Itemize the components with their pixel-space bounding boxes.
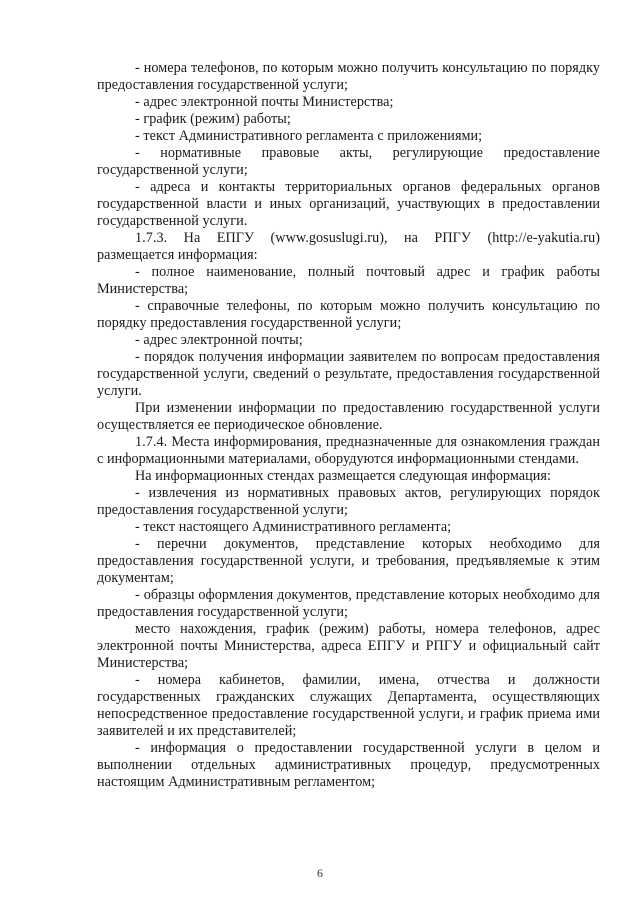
paragraph: - справочные телефоны, по которым можно получить консультацию по порядку предоставления государственной услуги; — [97, 298, 600, 331]
paragraph: - адрес электронной почты; — [135, 332, 303, 348]
paragraph: - адрес электронной почты Министерства; — [135, 94, 394, 110]
body-text — [97, 60, 600, 791]
paragraph: - номера телефонов, по которым можно получить консультацию по порядку предоставления государственной услуги; — [97, 60, 600, 93]
paragraph: - перечни документов, представление которых необходимо для предоставления государственной услуги, и требования, предъявляемые к этим документам; — [97, 536, 600, 586]
paragraph: - текст настоящего Административного регламента; — [135, 519, 452, 535]
paragraph: На информационных стендах размещается следующая информация: — [135, 468, 551, 484]
paragraph: - извлечения из нормативных правовых актов, регулирующих порядок предоставления государственной услуги; — [97, 485, 600, 518]
paragraph: - номера кабинетов, фамилии, имена, отчества и должности государственных гражданских служащих Департамента, осуществляющих непосредственное предоставление государственной услуги, и график приема ими заявителей и их представителей; — [97, 672, 600, 739]
page-number: 6 — [317, 866, 323, 880]
paragraph: - адреса и контакты территориальных органов федеральных органов государственной власти и иных организаций, участвующих в предоставлении государственной услуги. — [97, 179, 600, 229]
paragraph: - образцы оформления документов, представление которых необходимо для предоставления государственной услуги; — [97, 587, 600, 620]
paragraph-section-1-7-4: 1.7.4. Места информирования, предназначенные для ознакомления граждан с информационными материалами, оборудуются информационными стендами. — [97, 434, 600, 467]
paragraph-section-1-7-3: 1.7.3. На ЕПГУ (www.gosuslugi.ru), на РПГУ (http://e-yakutia.ru) размещается информация: — [97, 230, 600, 263]
paragraph: - порядок получения информации заявителем по вопросам предоставления государственной услуги, сведений о результате, предоставления государственной услуги. — [97, 349, 600, 399]
paragraph: - текст Административного регламента с приложениями; — [135, 128, 483, 144]
paragraph: - полное наименование, полный почтовый адрес и график работы Министерства; — [97, 264, 600, 297]
paragraph: - информация о предоставлении государственной услуги в целом и выполнении отдельных административных процедур, предусмотренных настоящим Административным регламентом; — [97, 740, 600, 790]
paragraph: - график (режим) работы; — [135, 111, 291, 127]
paragraph: - нормативные правовые акты, регулирующие предоставление государственной услуги; — [97, 145, 600, 178]
paragraph: место нахождения, график (режим) работы, номера телефонов, адрес электронной почты Министерства, адреса ЕПГУ и РПГУ и официальный сайт Министерства; — [97, 621, 600, 671]
paragraph: При изменении информации по предоставлению государственной услуги осуществляется ее периодическое обновление. — [97, 400, 600, 433]
